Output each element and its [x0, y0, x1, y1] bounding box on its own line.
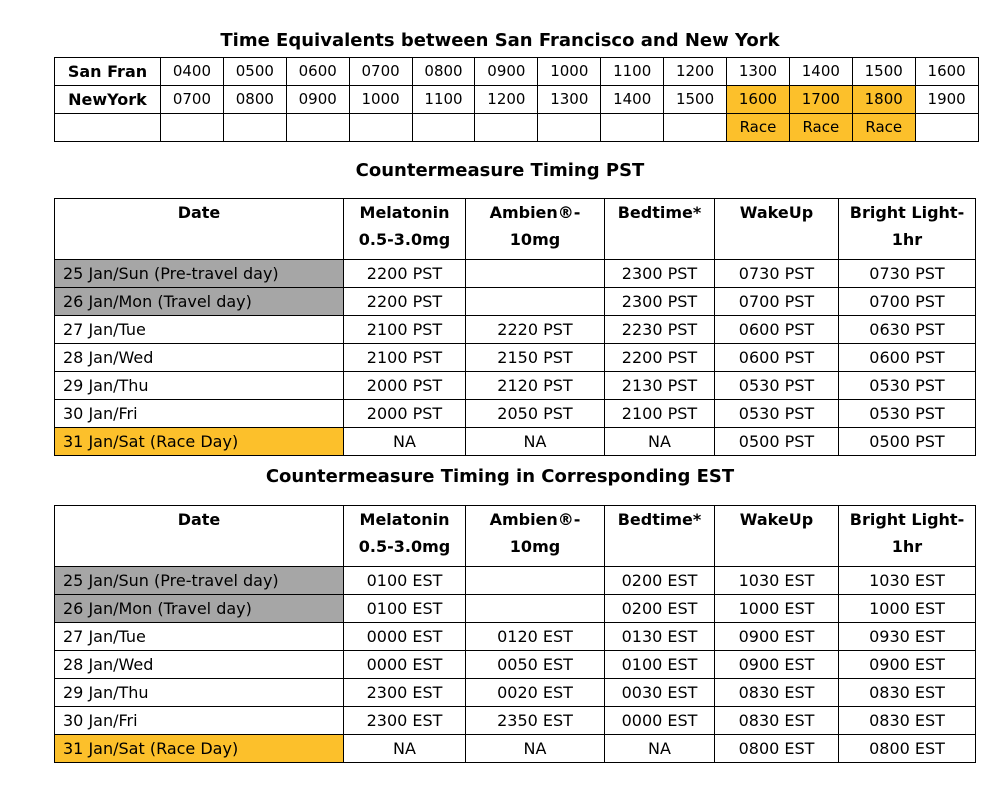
melatonin-cell: 0000 EST [344, 623, 466, 651]
ambien-cell [466, 595, 605, 623]
melatonin-cell: 2100 PST [344, 316, 466, 344]
wakeup-cell: 0530 PST [715, 400, 839, 428]
bedtime-cell: 2130 PST [605, 372, 715, 400]
ny-time-cell: 1900 [915, 86, 978, 114]
ny-time-cell: 0700 [161, 86, 224, 114]
ny-race-time-cell: 1800 [852, 86, 915, 114]
wakeup-cell: 0600 PST [715, 344, 839, 372]
ambien-cell: NA [466, 735, 605, 763]
header-bright-light: Bright Light- 1hr [839, 506, 976, 567]
light-cell: 0700 PST [839, 288, 976, 316]
date-cell: 29 Jan/Thu [55, 679, 344, 707]
est-timing-table [54, 505, 976, 763]
ny-race-time-cell: 1600 [727, 86, 790, 114]
ambien-cell: NA [466, 428, 605, 456]
melatonin-cell: 0100 EST [344, 595, 466, 623]
light-cell: 0600 PST [839, 344, 976, 372]
empty-cell [223, 114, 286, 142]
date-cell: 30 Jan/Fri [55, 707, 344, 735]
light-cell: 1030 EST [839, 567, 976, 595]
sf-time-cell: 0900 [475, 58, 538, 86]
header-ambien: Ambien®- 10mg [466, 199, 605, 260]
est-body [55, 567, 976, 763]
ambien-cell: 0120 EST [466, 623, 605, 651]
light-cell: 0900 EST [839, 651, 976, 679]
light-cell: 0530 PST [839, 400, 976, 428]
bedtime-cell: 2300 PST [605, 288, 715, 316]
sf-time-cell: 0600 [286, 58, 349, 86]
empty-cell [55, 114, 161, 142]
light-cell: 0530 PST [839, 372, 976, 400]
row-label-new-york: NewYork [55, 86, 161, 114]
ny-time-cell: 0900 [286, 86, 349, 114]
empty-cell [286, 114, 349, 142]
sf-time-cell: 1400 [789, 58, 852, 86]
pst-timing-table [54, 198, 976, 456]
header-melatonin: Melatonin 0.5-3.0mg [344, 506, 466, 567]
race-row [55, 114, 979, 142]
sf-time-cell: 1200 [664, 58, 727, 86]
bedtime-cell: 2100 PST [605, 400, 715, 428]
empty-cell [161, 114, 224, 142]
wakeup-cell: 0530 PST [715, 372, 839, 400]
bedtime-cell: 0100 EST [605, 651, 715, 679]
sf-time-cell: 1300 [727, 58, 790, 86]
wakeup-cell: 0700 PST [715, 288, 839, 316]
sf-time-cell: 0400 [161, 58, 224, 86]
bedtime-cell: NA [605, 735, 715, 763]
header-ambien: Ambien®- 10mg [466, 506, 605, 567]
ambien-cell: 2220 PST [466, 316, 605, 344]
header-melatonin: Melatonin 0.5-3.0mg [344, 199, 466, 260]
san-fran-row [55, 58, 979, 86]
race-label-cell: Race [789, 114, 852, 142]
ny-time-cell: 1100 [412, 86, 475, 114]
ambien-cell: 2150 PST [466, 344, 605, 372]
date-cell: 28 Jan/Wed [55, 344, 344, 372]
header-wakeup: WakeUp [715, 506, 839, 567]
bedtime-cell: 0030 EST [605, 679, 715, 707]
ambien-cell: 0050 EST [466, 651, 605, 679]
date-cell: 30 Jan/Fri [55, 400, 344, 428]
empty-cell [412, 114, 475, 142]
ambien-cell: 0020 EST [466, 679, 605, 707]
light-cell: 0930 EST [839, 623, 976, 651]
ny-race-time-cell: 1700 [789, 86, 852, 114]
bedtime-cell: 0000 EST [605, 707, 715, 735]
wakeup-cell: 0900 EST [715, 623, 839, 651]
pst-title: Countermeasure Timing PST [355, 160, 645, 181]
wakeup-cell: 1000 EST [715, 595, 839, 623]
sf-time-cell: 1100 [601, 58, 664, 86]
empty-cell [538, 114, 601, 142]
light-cell: 1000 EST [839, 595, 976, 623]
table-row [55, 679, 976, 707]
bedtime-cell: 0130 EST [605, 623, 715, 651]
table-row [55, 595, 976, 623]
light-cell: 0500 PST [839, 428, 976, 456]
melatonin-cell: 2000 PST [344, 400, 466, 428]
header-bedtime: Bedtime* [605, 199, 715, 260]
table-row [55, 735, 976, 763]
empty-cell [349, 114, 412, 142]
melatonin-cell: 2100 PST [344, 344, 466, 372]
table-row [55, 260, 976, 288]
table-row [55, 567, 976, 595]
table-row [55, 288, 976, 316]
date-cell: 26 Jan/Mon (Travel day) [55, 288, 344, 316]
wakeup-cell: 0730 PST [715, 260, 839, 288]
sf-time-cell: 1600 [915, 58, 978, 86]
light-cell: 0830 EST [839, 707, 976, 735]
table-row [55, 623, 976, 651]
header-date: Date [55, 506, 344, 567]
wakeup-cell: 0500 PST [715, 428, 839, 456]
sf-time-cell: 1000 [538, 58, 601, 86]
table-row [55, 651, 976, 679]
melatonin-cell: 0100 EST [344, 567, 466, 595]
bedtime-cell: 2300 PST [605, 260, 715, 288]
race-label-cell: Race [727, 114, 790, 142]
empty-cell [664, 114, 727, 142]
est-header-row [55, 506, 976, 567]
table-row [55, 316, 976, 344]
new-york-row [55, 86, 979, 114]
wakeup-cell: 0900 EST [715, 651, 839, 679]
header-bedtime: Bedtime* [605, 506, 715, 567]
melatonin-cell: 0000 EST [344, 651, 466, 679]
bedtime-cell: 2200 PST [605, 344, 715, 372]
pst-header-row [55, 199, 976, 260]
date-cell: 27 Jan/Tue [55, 316, 344, 344]
ny-time-cell: 1400 [601, 86, 664, 114]
date-cell: 25 Jan/Sun (Pre-travel day) [55, 260, 344, 288]
melatonin-cell: 2000 PST [344, 372, 466, 400]
race-label-cell: Race [852, 114, 915, 142]
empty-cell [915, 114, 978, 142]
table-row [55, 344, 976, 372]
sf-time-cell: 0500 [223, 58, 286, 86]
bedtime-cell: NA [605, 428, 715, 456]
empty-cell [601, 114, 664, 142]
header-date: Date [55, 199, 344, 260]
ambien-cell: 2050 PST [466, 400, 605, 428]
wakeup-cell: 0830 EST [715, 679, 839, 707]
est-title: Countermeasure Timing in Corresponding EST [265, 466, 735, 487]
table-row [55, 372, 976, 400]
wakeup-cell: 0600 PST [715, 316, 839, 344]
ny-time-cell: 0800 [223, 86, 286, 114]
ambien-cell: 2350 EST [466, 707, 605, 735]
light-cell: 0730 PST [839, 260, 976, 288]
wakeup-cell: 0830 EST [715, 707, 839, 735]
table-row [55, 707, 976, 735]
pst-body [55, 260, 976, 456]
ny-time-cell: 1200 [475, 86, 538, 114]
time-equivalents-table [54, 57, 979, 142]
date-cell: 28 Jan/Wed [55, 651, 344, 679]
wakeup-cell: 1030 EST [715, 567, 839, 595]
date-cell: 25 Jan/Sun (Pre-travel day) [55, 567, 344, 595]
date-cell: 31 Jan/Sat (Race Day) [55, 428, 344, 456]
bedtime-cell: 2230 PST [605, 316, 715, 344]
empty-cell [475, 114, 538, 142]
melatonin-cell: 2200 PST [344, 260, 466, 288]
sf-time-cell: 1500 [852, 58, 915, 86]
ny-time-cell: 1300 [538, 86, 601, 114]
header-bright-light: Bright Light- 1hr [839, 199, 976, 260]
table-row [55, 428, 976, 456]
melatonin-cell: 2300 EST [344, 707, 466, 735]
ny-time-cell: 1500 [664, 86, 727, 114]
ambien-cell [466, 567, 605, 595]
sf-time-cell: 0800 [412, 58, 475, 86]
bedtime-cell: 0200 EST [605, 595, 715, 623]
ambien-cell [466, 288, 605, 316]
sf-time-cell: 0700 [349, 58, 412, 86]
equivalents-title: Time Equivalents between San Francisco and New York [220, 30, 780, 51]
table-row [55, 400, 976, 428]
wakeup-cell: 0800 EST [715, 735, 839, 763]
ny-time-cell: 1000 [349, 86, 412, 114]
date-cell: 26 Jan/Mon (Travel day) [55, 595, 344, 623]
date-cell: 27 Jan/Tue [55, 623, 344, 651]
date-cell: 31 Jan/Sat (Race Day) [55, 735, 344, 763]
light-cell: 0830 EST [839, 679, 976, 707]
bedtime-cell: 0200 EST [605, 567, 715, 595]
melatonin-cell: 2300 EST [344, 679, 466, 707]
melatonin-cell: 2200 PST [344, 288, 466, 316]
row-label-san-fran: San Fran [55, 58, 161, 86]
light-cell: 0630 PST [839, 316, 976, 344]
header-wakeup: WakeUp [715, 199, 839, 260]
ambien-cell [466, 260, 605, 288]
melatonin-cell: NA [344, 428, 466, 456]
date-cell: 29 Jan/Thu [55, 372, 344, 400]
light-cell: 0800 EST [839, 735, 976, 763]
melatonin-cell: NA [344, 735, 466, 763]
ambien-cell: 2120 PST [466, 372, 605, 400]
